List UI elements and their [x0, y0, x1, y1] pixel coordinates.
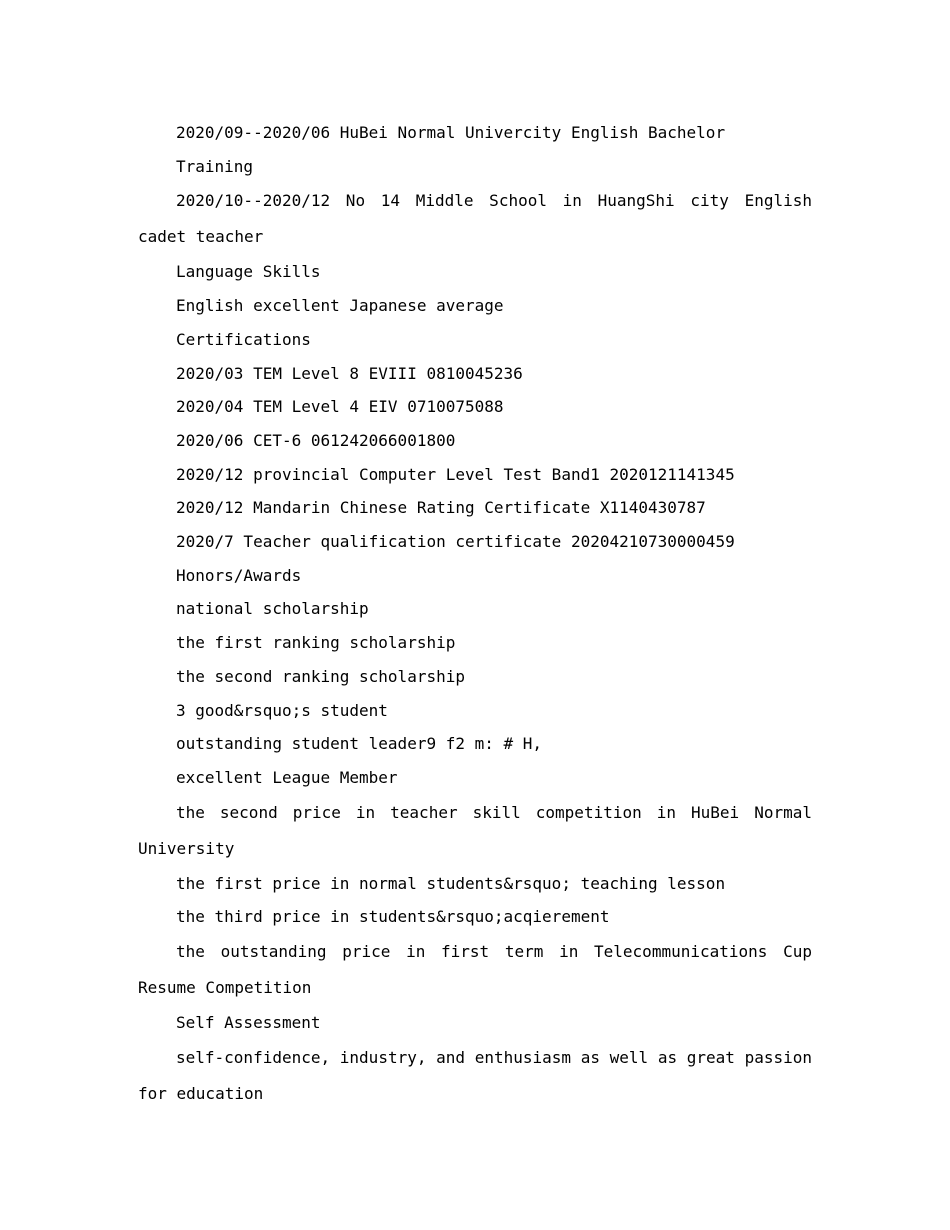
section-heading-honors-awards: Honors/Awards	[176, 565, 302, 585]
certification-item: 2020/06 CET-6 061242066001800	[176, 430, 456, 450]
award-item: the third price in students&rsquo;acqierement	[176, 907, 610, 927]
award-item: the first price in normal students&rsquo; teaching lesson	[176, 873, 726, 893]
certification-item: 2020/12 provincial Computer Level Test Band1 2020121141345	[176, 464, 735, 484]
section-heading-self-assessment: Self Assessment	[176, 1013, 321, 1033]
training-entry: 2020/10--2020/12 No 14 Middle School in HuangShi city English cadet teacher	[138, 191, 812, 247]
section-heading-training: Training	[176, 156, 254, 176]
document-body	[138, 116, 812, 1112]
award-item: outstanding student leader9 f2 m: # H,	[176, 734, 543, 754]
certification-item: 2020/04 TEM Level 4 EIV 0710075088	[176, 397, 504, 417]
certification-item: 2020/03 TEM Level 8 EVIII 0810045236	[176, 363, 523, 383]
section-heading-language-skills: Language Skills	[176, 262, 321, 282]
section-heading-certifications: Certifications	[176, 329, 311, 349]
education-entry: 2020/09--2020/06 HuBei Normal Univercity English Bachelor	[176, 123, 726, 142]
self-assessment-text: self-confidence, industry, and enthusiasm as well as great passion for education	[138, 1047, 812, 1103]
certification-item: 2020/12 Mandarin Chinese Rating Certificate X1140430787	[176, 498, 706, 518]
award-item: the second price in teacher skill competition in HuBei Normal University	[138, 802, 812, 858]
award-item: the second ranking scholarship	[176, 666, 465, 686]
award-item: national scholarship	[176, 599, 369, 619]
language-skills-text: English excellent Japanese average	[176, 296, 504, 316]
award-item: 3 good&rsquo;s student	[176, 700, 388, 720]
certification-item: 2020/7 Teacher qualification certificate 20204210730000459	[176, 532, 735, 552]
award-item: excellent League Member	[176, 767, 398, 787]
award-item: the first ranking scholarship	[176, 633, 456, 653]
award-item: the outstanding price in first term in Telecommunications Cup Resume Competition	[138, 942, 812, 998]
